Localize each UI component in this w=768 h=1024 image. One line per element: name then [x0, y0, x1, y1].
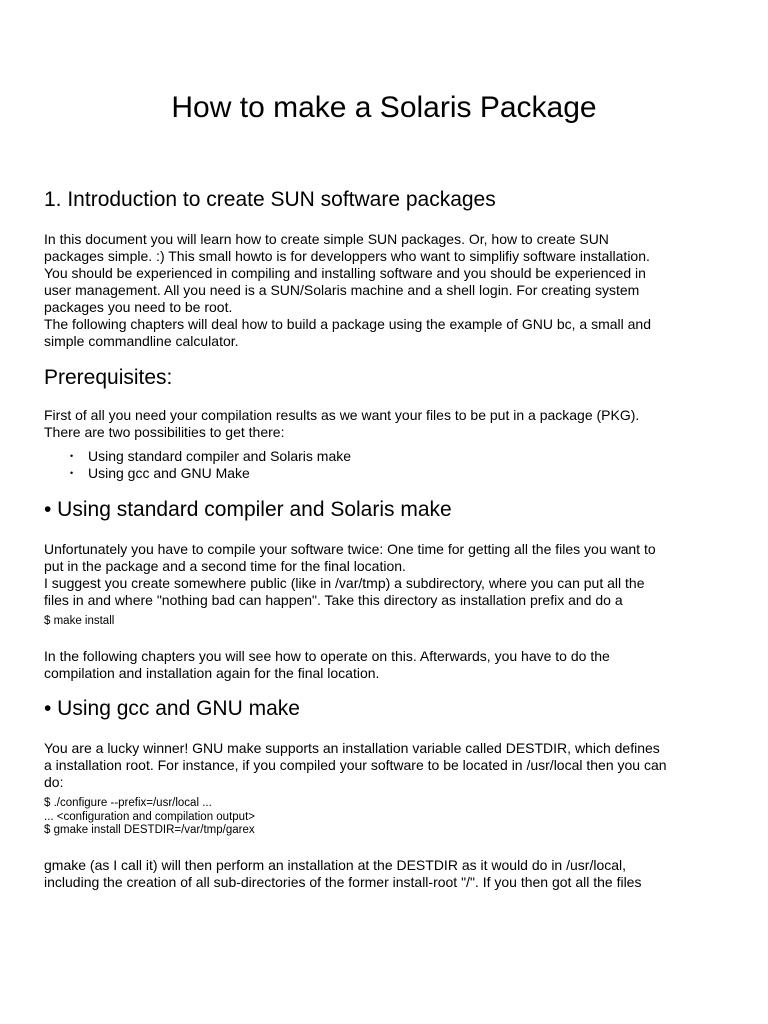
gnu-paragraph: [44, 740, 667, 791]
text-line: put in the package and a second time for the final location.: [44, 558, 406, 574]
bullet-icon: •: [70, 451, 74, 461]
text-line: do:: [44, 774, 64, 790]
text-line: Unfortunately you have to compile your software twice: One time for getting all the files you want to: [44, 541, 656, 557]
text-line: You are a lucky winner! GNU make supports an installation variable called DESTDIR, which defines: [44, 740, 660, 756]
text-line: a installation root. For instance, if you compiled your software to be located in /usr/local then you can: [44, 757, 667, 773]
text-line: In this document you will learn how to create simple SUN packages. Or, how to create SUN: [44, 231, 609, 247]
document-title: How to make a Solaris Package: [171, 91, 597, 124]
text-line: There are two possibilities to get there:: [44, 424, 285, 440]
list-item-label: Using standard compiler and Solaris make: [88, 448, 352, 464]
standard-code-block: [44, 615, 114, 629]
text-line: In the following chapters you will see how to operate on this. Afterwards, you have to do the: [44, 648, 610, 664]
gnu-code-block: [44, 797, 255, 838]
text-line: packages simple. :) This small howto is for developpers who want to simplifiy software installation.: [44, 248, 650, 264]
gnu-paragraph-2: [44, 857, 641, 891]
text-line: compilation and installation again for the final location.: [44, 665, 380, 681]
text-line: user management. All you need is a SUN/Solaris machine and a shell login. For creating system: [44, 282, 640, 298]
code-line: $ gmake install DESTDIR=/var/tmp/garex: [44, 824, 255, 836]
list-item: [44, 448, 351, 465]
prereq-heading: Prerequisites:: [44, 366, 173, 389]
text-line: simple commandline calculator.: [44, 333, 239, 349]
intro-heading: 1. Introduction to create SUN software packages: [44, 188, 496, 211]
standard-heading: • Using standard compiler and Solaris make: [44, 498, 452, 521]
standard-paragraph: [44, 541, 656, 609]
code-line: $ make install: [44, 615, 115, 627]
list-item: [44, 465, 351, 482]
bullet-icon: •: [70, 468, 74, 478]
text-line: packages you need to be root.: [44, 299, 233, 315]
text-line: files in and where "nothing bad can happen". Take this directory as installation prefix and do a: [44, 592, 623, 608]
intro-paragraph: [44, 231, 651, 350]
code-line: $ ./configure --prefix=/usr/local ...: [44, 797, 212, 809]
text-line: The following chapters will deal how to build a package using the example of GNU bc, a small and: [44, 316, 651, 332]
prereq-list: [44, 448, 351, 482]
code-line: ... <configuration and compilation output>: [44, 810, 255, 823]
text-line: You should be experienced in compiling and installing software and you should be experienced in: [44, 265, 646, 281]
text-line: including the creation of all sub-directories of the former install-root "/". If you then got all the files: [44, 874, 642, 890]
text-line: gmake (as I call it) will then perform an installation at the DESTDIR as it would do in /usr/local,: [44, 857, 627, 873]
gnu-heading: • Using gcc and GNU make: [44, 697, 300, 720]
prereq-paragraph: [44, 407, 639, 441]
list-item-label: Using gcc and GNU Make: [88, 465, 250, 481]
text-line: First of all you need your compilation results as we want your files to be put in a package (PKG).: [44, 407, 640, 423]
text-line: I suggest you create somewhere public (like in /var/tmp) a subdirectory, where you can put all the: [44, 575, 645, 591]
standard-paragraph-2: [44, 648, 610, 682]
